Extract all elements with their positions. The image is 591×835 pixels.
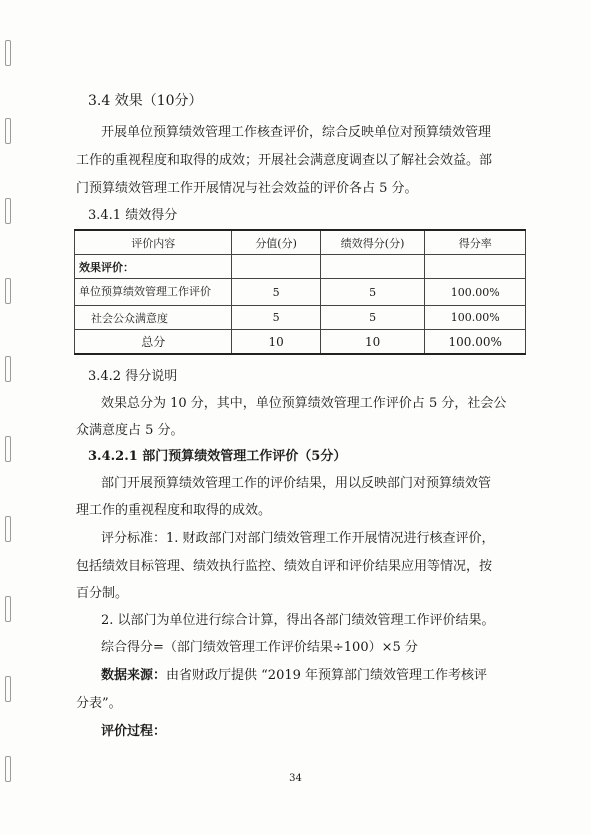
subsection-heading: 3.4.1 绩效得分 — [88, 208, 178, 223]
process-label: 评价过程： — [101, 724, 167, 739]
formula-line: 综合得分=（部门绩效管理工作评价结果÷100）×5 分 — [101, 640, 418, 655]
binding-mark — [5, 198, 11, 224]
table-cell — [425, 255, 526, 279]
binding-mark — [5, 596, 11, 622]
binding-mark — [5, 356, 11, 382]
table-header-cell: 得分率 — [425, 230, 526, 255]
data-source-line — [101, 666, 526, 686]
table-cell-earned: 5 — [320, 306, 425, 330]
binding-mark — [5, 516, 11, 542]
binding-mark — [5, 118, 11, 144]
paragraph-line: 分表”。 — [76, 696, 122, 711]
table-total-rate: 100.00% — [425, 330, 526, 355]
table-header-cell: 评价内容 — [75, 230, 232, 255]
subsection-heading: 3.4.2.1 部门预算绩效管理工作评价（5分） — [88, 449, 347, 464]
table-cell-earned: 5 — [320, 279, 425, 306]
table-group-label: 效果评价： — [75, 255, 232, 279]
paragraph-line: 包括绩效目标管理、绩效执行监控、绩效自评和评价结果应用等情况，按 — [76, 559, 493, 574]
score-table — [74, 229, 526, 355]
table-cell-rate: 100.00% — [425, 306, 526, 330]
paragraph-line: 门预算绩效管理工作开展情况与社会效益的评价各占 5 分。 — [76, 181, 418, 196]
binding-mark — [5, 278, 11, 304]
paragraph-line: 工作的重视程度和取得的成效；开展社会满意度调查以了解社会效益。部 — [76, 153, 493, 168]
page-number: 34 — [289, 773, 302, 784]
table-total-earned: 10 — [320, 330, 425, 355]
paragraph-line: 评分标准：1. 财政部门对部门绩效管理工作开展情况进行核查评价， — [101, 531, 495, 546]
table-cell-score: 5 — [232, 306, 320, 330]
table-cell — [320, 255, 425, 279]
binding-mark — [5, 436, 11, 462]
table-cell-item: 单位预算绩效管理工作评价 — [75, 279, 232, 306]
table-cell — [232, 255, 320, 279]
binding-mark — [5, 676, 11, 702]
data-source-label: 数据来源： — [101, 668, 167, 683]
table-group-row — [75, 255, 526, 279]
paragraph-line: 效果总分为 10 分，其中，单位预算绩效管理工作评价占 5 分，社会公 — [101, 396, 507, 411]
paragraph-line: 2. 以部门为单位进行综合计算，得出各部门绩效管理工作评价结果。 — [101, 613, 495, 628]
subsection-heading: 3.4.2 得分说明 — [88, 369, 178, 384]
paragraph-line: 开展单位预算绩效管理工作核查评价，综合反映单位对预算绩效管理 — [101, 125, 492, 140]
table-row — [75, 306, 526, 330]
table-header-cell: 绩效得分(分) — [320, 230, 425, 255]
paragraph-line: 众满意度占 5 分。 — [76, 423, 184, 438]
paragraph-line: 百分制。 — [76, 586, 129, 601]
table-total-score: 10 — [232, 330, 320, 355]
paragraph-line: 理工作的重视程度和取得的成效。 — [76, 503, 272, 518]
table-cell-item: 社会公众满意度 — [75, 306, 232, 330]
table-cell-rate: 100.00% — [425, 279, 526, 306]
table-row — [75, 279, 526, 306]
table-total-row — [75, 330, 526, 355]
binding-mark — [5, 40, 11, 66]
data-source-text: 由省财政厅提供 “2019 年预算部门绩效管理工作考核评 — [166, 668, 488, 683]
paragraph-line: 部门开展预算绩效管理工作的评价结果，用以反映部门对预算绩效管 — [101, 476, 492, 491]
table-cell-score: 5 — [232, 279, 320, 306]
table-total-label: 总分 — [75, 330, 232, 355]
table-header-cell: 分值(分) — [232, 230, 320, 255]
section-heading: 3.4 效果（10分） — [88, 93, 203, 109]
table-header-row — [75, 230, 526, 255]
